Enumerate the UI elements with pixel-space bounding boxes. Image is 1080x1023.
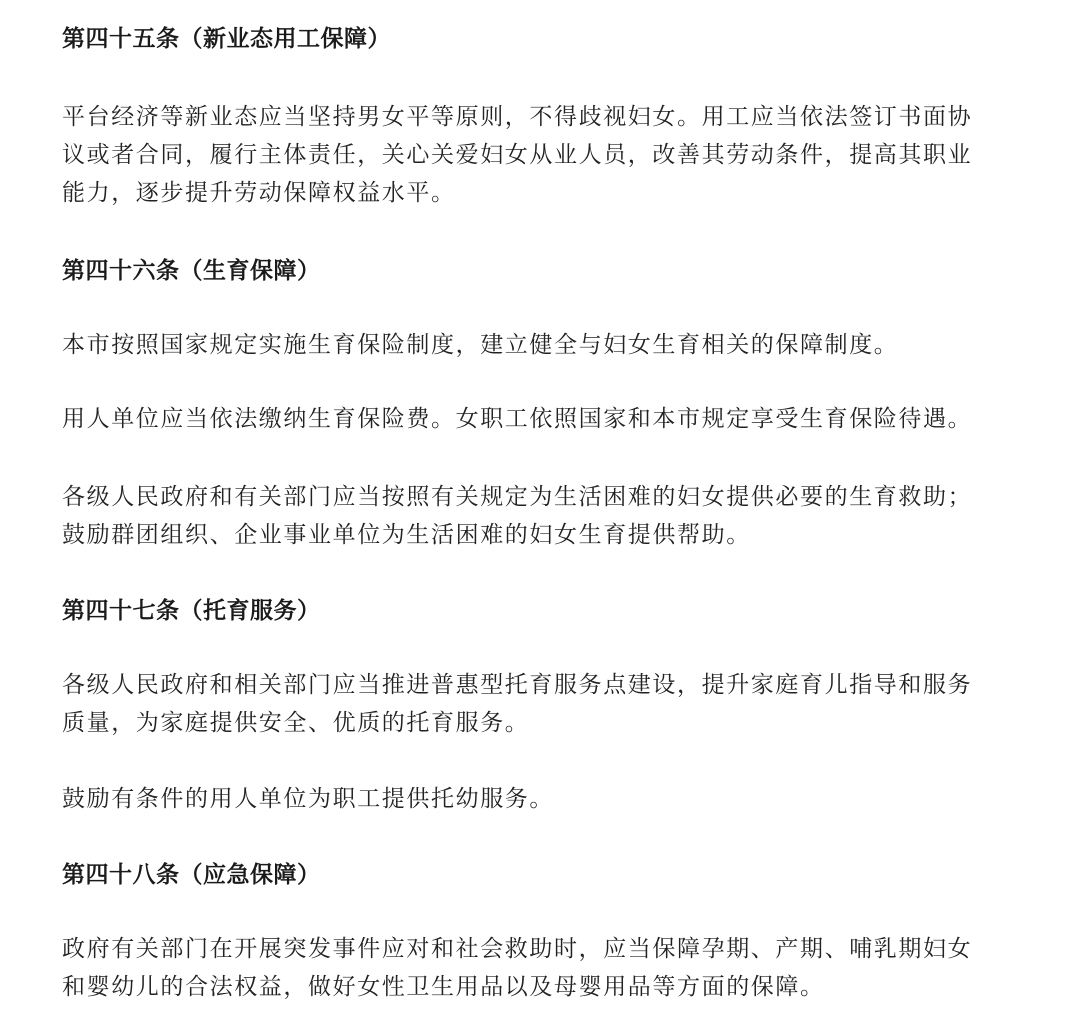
text-line: 政府有关部门在开展突发事件应对和社会救助时，应当保障孕期、产期、哺乳期妇女 (62, 936, 973, 962)
text-line: 能力，逐步提升劳动保障权益水平。 (62, 180, 456, 206)
text-line: 各级人民政府和有关部门应当按照有关规定为生活困难的妇女提供必要的生育救助； (62, 484, 973, 510)
article-45-paragraph-1 (62, 98, 972, 212)
text-line: 用人单位应当依法缴纳生育保险费。女职工依照国家和本市规定享受生育保险待遇。 (62, 406, 973, 432)
text-line: 鼓励群团组织、企业事业单位为生活困难的妇女生育提供帮助。 (62, 522, 751, 548)
article-48-paragraph-1 (62, 930, 972, 1006)
article-47-paragraph-1 (62, 666, 972, 742)
text-line: 本市按照国家规定实施生育保险制度，建立健全与妇女生育相关的保障制度。 (62, 332, 899, 358)
article-46-paragraph-3 (62, 478, 972, 554)
article-46-paragraph-1 (62, 326, 898, 364)
text-line: 质量，为家庭提供安全、优质的托育服务。 (62, 710, 530, 736)
article-heading-47: 第四十七条（托育服务） (62, 598, 321, 624)
article-47-paragraph-2 (62, 780, 554, 818)
text-line: 平台经济等新业态应当坚持男女平等原则，不得歧视妇女。用工应当依法签订书面协 (62, 104, 973, 130)
article-heading-48: 第四十八条（应急保障） (62, 862, 321, 888)
article-heading-45: 第四十五条（新业态用工保障） (62, 26, 391, 52)
article-46-paragraph-2 (62, 400, 972, 438)
article-heading-46: 第四十六条（生育保障） (62, 258, 321, 284)
text-line: 各级人民政府和相关部门应当推进普惠型托育服务点建设，提升家庭育儿指导和服务 (62, 672, 973, 698)
text-line: 议或者合同，履行主体责任，关心关爱妇女从业人员，改善其劳动条件，提高其职业 (62, 142, 973, 168)
text-line: 和婴幼儿的合法权益，做好女性卫生用品以及母婴用品等方面的保障。 (62, 974, 825, 1000)
text-line: 鼓励有条件的用人单位为职工提供托幼服务。 (62, 786, 554, 812)
